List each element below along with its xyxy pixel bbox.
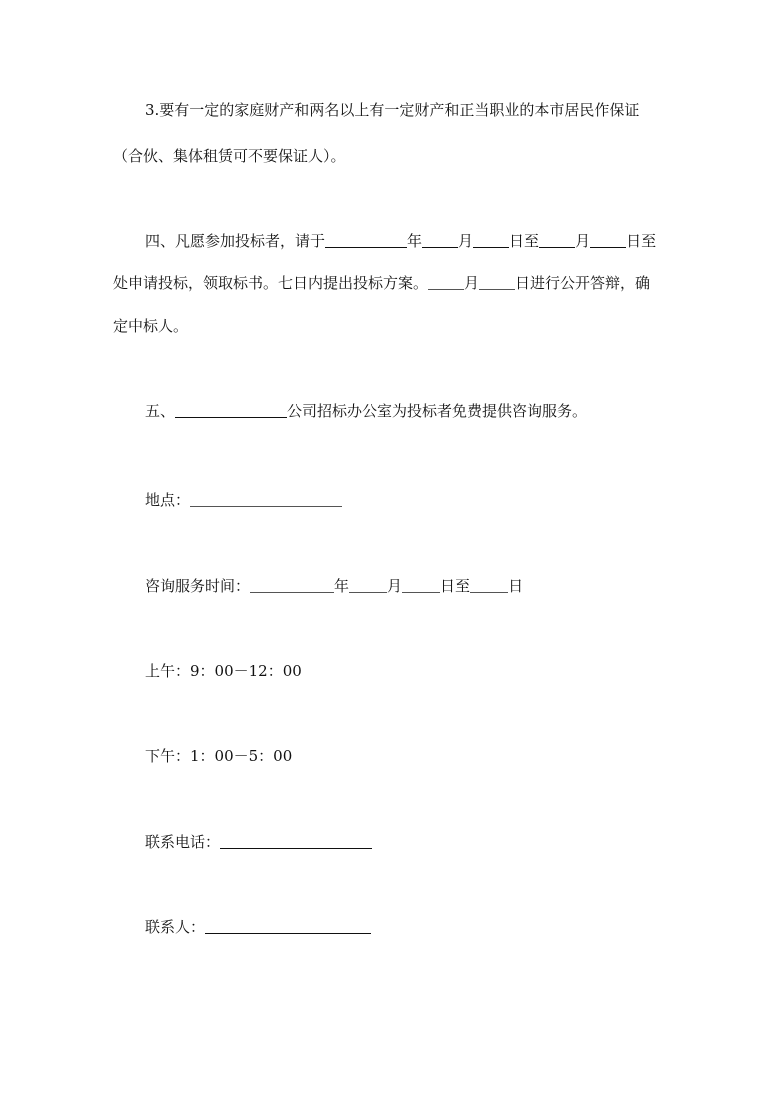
consult-month-blank[interactable] — [349, 576, 387, 593]
consult-day-to-label: 日至 — [440, 577, 471, 595]
reply-day-blank[interactable] — [479, 273, 515, 290]
contact-label: 联系人： — [145, 918, 206, 936]
section4-line2-end: 日进行公开答辩，确 — [515, 274, 651, 292]
reply-month-label: 月 — [464, 274, 480, 292]
day2-blank[interactable] — [590, 231, 626, 248]
location-line — [145, 490, 342, 510]
section4-line2 — [113, 273, 650, 293]
consult-month-label: 月 — [387, 577, 403, 595]
section4-line1 — [145, 231, 656, 251]
month-label: 月 — [458, 232, 474, 250]
section3-line1 — [145, 100, 639, 120]
month-blank[interactable] — [422, 231, 458, 248]
morning-hours — [145, 661, 302, 681]
day-end-label: 日至 — [626, 232, 657, 250]
year-blank[interactable] — [325, 231, 407, 248]
day-blank[interactable] — [473, 231, 509, 248]
month2-blank[interactable] — [539, 231, 575, 248]
section4-intro: 四、凡愿参加投标者，请于 — [145, 232, 326, 250]
section4-line3-text: 定中标人。 — [113, 317, 189, 335]
consult-day-label: 日 — [508, 577, 524, 595]
section3-text-2: （合伙、集体租赁可不要保证人）。 — [113, 147, 346, 165]
phone-line — [145, 832, 372, 852]
afternoon-hours — [145, 746, 292, 766]
contact-line — [145, 917, 371, 937]
day-to-label: 日至 — [509, 232, 540, 250]
phone-label: 联系电话： — [145, 833, 221, 851]
company-blank[interactable] — [175, 401, 287, 418]
section3-line2 — [113, 146, 346, 166]
month2-label: 月 — [575, 232, 591, 250]
afternoon-hours-text: 下午：1：00－5：00 — [145, 747, 293, 765]
consult-day-blank[interactable] — [402, 576, 440, 593]
section5-prefix: 五、 — [145, 402, 176, 420]
consult-day2-blank[interactable] — [470, 576, 508, 593]
contact-blank[interactable] — [205, 917, 371, 934]
section3-text-1: 3.要有一定的家庭财产和两名以上有一定财产和正当职业的本市居民作保证 — [145, 101, 640, 119]
phone-blank[interactable] — [220, 832, 372, 849]
location-blank[interactable] — [190, 490, 342, 507]
section4-line3 — [113, 316, 188, 336]
section5-line — [145, 401, 587, 421]
morning-hours-text: 上午：9：00－12：00 — [145, 662, 302, 680]
year-label: 年 — [407, 232, 423, 250]
consult-time-line — [145, 576, 523, 596]
section5-text: 公司招标办公室为投标者免费提供咨询服务。 — [287, 402, 588, 420]
section4-line2-text: 处申请投标，领取标书。七日内提出投标方案。 — [113, 274, 429, 292]
consult-year-blank[interactable] — [250, 576, 334, 593]
consult-time-label: 咨询服务时间： — [145, 577, 251, 595]
reply-month-blank[interactable] — [428, 273, 464, 290]
location-label: 地点： — [145, 491, 191, 509]
consult-year-label: 年 — [334, 577, 350, 595]
